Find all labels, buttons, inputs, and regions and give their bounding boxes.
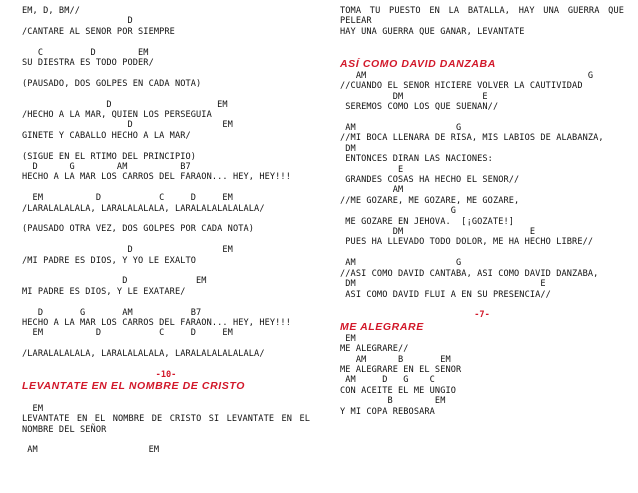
lyric-line: /CANTARE AL SEÑOR POR SIEMPRE	[22, 26, 175, 37]
chord-line: E	[340, 164, 404, 175]
lyric-line: /LARALALALALA, LARALALALALA, LARALALALALALALA/	[22, 203, 265, 214]
chord-line: AM G	[340, 258, 462, 269]
right-column	[340, 6, 624, 417]
line-gap	[22, 89, 310, 99]
line-gap	[340, 48, 624, 58]
line-gap	[340, 248, 624, 258]
chord-line: AM	[340, 185, 404, 196]
lyric-line: ME ALEGRARE//	[340, 344, 409, 355]
page-number: -7-	[474, 310, 490, 321]
lyric-line: PUES HA LLEVADO TODO DOLOR, ME HA HECHO LIBRE//	[340, 237, 594, 248]
chord-line: D EM	[22, 276, 207, 287]
line-gap	[22, 360, 310, 370]
lyric-line: //ASÍ COMO DAVID CANTABA, ASÍ COMO DAVID DANZABA,	[340, 268, 599, 279]
line-gap	[340, 37, 624, 47]
line-gap	[22, 183, 310, 193]
lyric-line: //ME GOZARÉ, ME GOZARÉ, ME GOZARÉ,	[340, 195, 520, 206]
lyric-line: (SIGUE EN EL RTIMO DEL PRINCIPIO)	[22, 151, 197, 162]
lyric-line: (PAUSADO OTRA VEZ, DOS GOLPES POR CADA NOTA)	[22, 224, 255, 235]
chord-line: D EM	[22, 245, 233, 256]
chord-line: D G AM B7	[22, 307, 202, 318]
chord-line: EM D C D EM	[22, 328, 233, 339]
chord-line: AM B EM	[340, 354, 451, 365]
line-gap	[22, 214, 310, 224]
lyric-line: SU DIESTRA ES TODO PODER/	[22, 58, 154, 69]
chord-line: D	[22, 16, 133, 27]
lyric-line: /LARALALALALA, LARALALALALA, LARALALALALALALA/	[22, 349, 265, 360]
chord-line: AM G	[340, 71, 594, 81]
line-gap	[340, 113, 624, 123]
chord-line: DM E	[340, 227, 536, 238]
lyric-line: /MI PADRE ES DIOS, Y YO LE EXALTO	[22, 255, 197, 266]
chord-line: EM	[340, 333, 356, 344]
lyric-line: CON ACEITE EL ME UNGIÓ	[340, 385, 457, 396]
lyric-line: HECHO A LA MAR LOS CARROS DEL FARAON... HEY, HEY!!!	[22, 318, 291, 329]
lyric-line: HAY UNA GUERRA QUE GANAR, LEVÁNTATE	[340, 26, 525, 37]
lyric-line: ASÍ COMO DAVID FLUÍ A EN SU PRESENCIA//	[340, 289, 551, 300]
chord-line: D EM	[22, 120, 233, 131]
song-title: LEVANTATE EN EL NOMBRE DE CRISTO	[22, 380, 245, 393]
line-gap	[340, 300, 624, 310]
lyric-line: LEVÁNTATE EN EL NOMBRE DE CRISTO SI LEVÁNTATE EN EL NOMBRE DEL SEÑOR	[22, 414, 310, 435]
chord-line: G	[340, 206, 457, 217]
lyric-line: SEREMOS COMO LOS QUE SUEÑAN//	[340, 102, 499, 113]
lyric-line: HECHO A LA MAR LOS CARROS DEL FARAON... HEY, HEY!!!	[22, 172, 291, 183]
chord-line: DM E	[340, 91, 488, 102]
lyric-line: TOMA TU PUESTO EN LA BATALLA, HAY UNA GUERRA QUE PELEAR	[340, 6, 624, 27]
chord-line: AM EM	[22, 445, 160, 456]
line-gap	[22, 266, 310, 276]
chord-line: EM D C D EM	[22, 193, 233, 204]
chord-line: B EM	[340, 396, 446, 407]
line-gap	[22, 435, 310, 445]
line-gap	[22, 297, 310, 307]
lyric-line: ENTONCES DIRÁN LAS NACIONES:	[340, 154, 493, 165]
lyric-line: GINETE Y CABALLO HECHO A LA MAR/	[22, 130, 191, 141]
song-title: ME ALEGRARE	[340, 320, 424, 333]
lyric-line: ME GOZARÉ EN JEHOVÁ. [¡GÓZATE!]	[340, 216, 515, 227]
chord-line: C D EM	[22, 47, 149, 58]
line-gap	[22, 37, 310, 47]
page-number: -10-	[155, 370, 177, 381]
chord-line: DM	[340, 143, 356, 154]
chord-line: D G AM B7	[22, 162, 191, 173]
lyric-line: MI PADRE ES DIOS, Y LE EXATARE/	[22, 286, 186, 297]
lyric-line: ME ALEGRARE EN EL SEÑOR	[340, 364, 462, 375]
lyric-line: EM, D, BM//	[22, 6, 81, 16]
chord-line: D EM	[22, 99, 228, 110]
lyric-line: (PAUSADO, DOS GOLPES EN CADA NOTA)	[22, 78, 202, 89]
lyric-line: GRANDES COSAS HA HECHO EL SEÑOR//	[340, 175, 520, 186]
lyric-line: //MI BOCA LLENARÁ DE RISA, MIS LABIOS DE ALABANZA,	[340, 133, 604, 144]
lyric-line: //CUANDO EL SEÑOR HICIERE VOLVER LA CAUTIVIDAD	[340, 81, 583, 92]
left-column	[22, 6, 310, 456]
line-gap	[22, 339, 310, 349]
song-title: ASÍ COMO DAVID DANZABA	[340, 58, 496, 70]
line-gap	[22, 68, 310, 78]
chord-line: AM D G C	[340, 375, 435, 386]
lyric-line: /HECHO A LA MAR, QUIEN LOS PERSEGUIA	[22, 110, 212, 121]
chord-line: EM	[22, 403, 44, 414]
line-gap	[22, 141, 310, 151]
lyric-line: Y MI COPA REBOSARA	[340, 406, 435, 417]
line-gap	[22, 235, 310, 245]
chord-line: DM E	[340, 279, 546, 290]
line-gap	[22, 393, 310, 403]
chord-line: AM G	[340, 123, 462, 134]
